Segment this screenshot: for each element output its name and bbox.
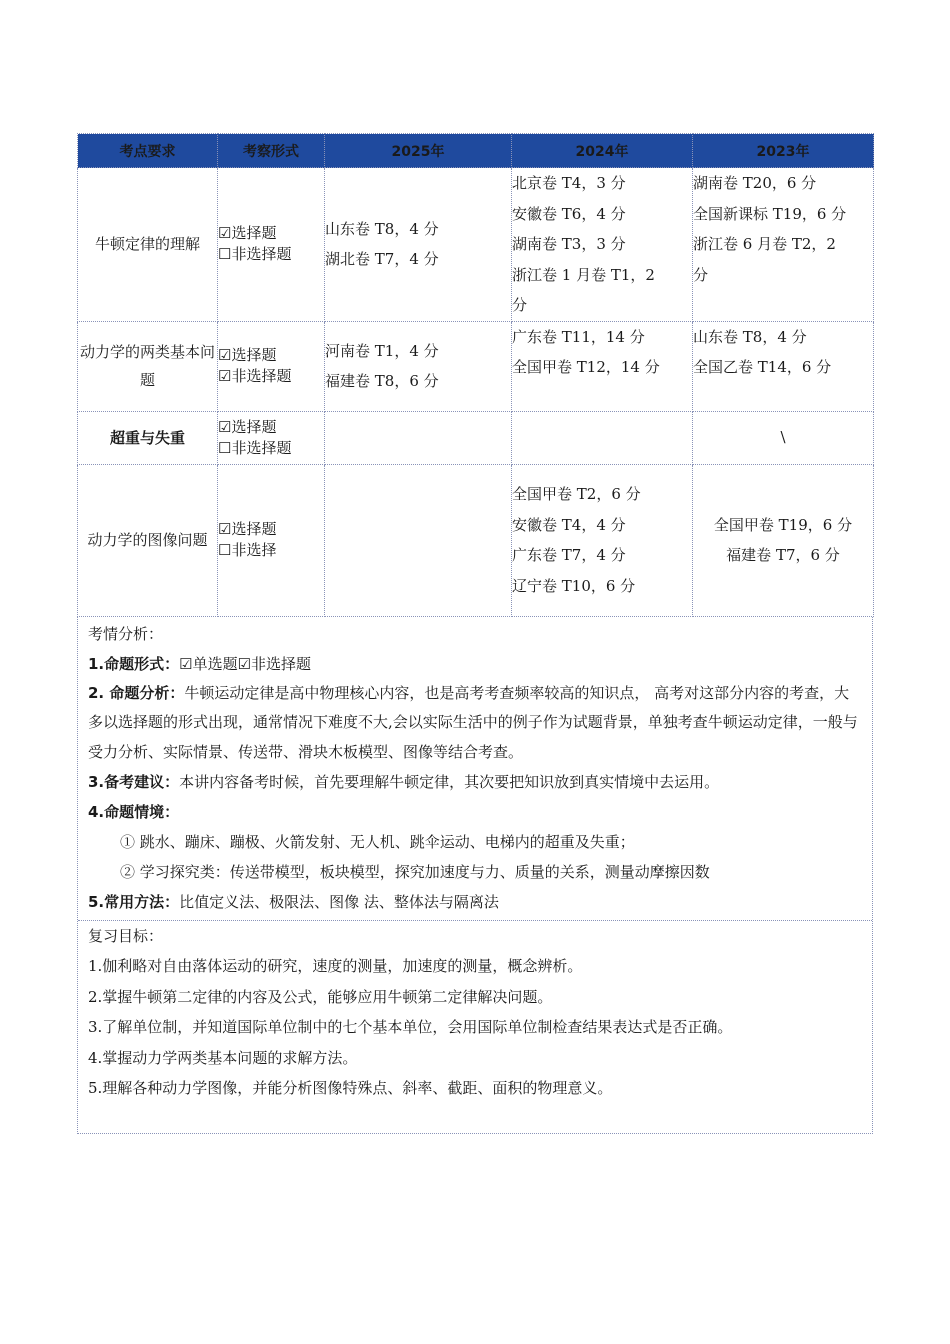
table-row [78,168,874,322]
header-2024: 2024年 [512,134,693,168]
year-2025-cell [325,321,512,411]
year-2024-cell [512,411,693,464]
exam-entry: 全国甲卷 T19，6 分 [713,515,853,534]
topic-cell: 动力学的图像问题 [78,464,218,616]
item-text: 比值定义法、极限法、图像 法、整体法与隔离法 [179,893,499,911]
exam-document [77,133,873,1134]
exam-entry: 辽宁卷 T10，6 分 [512,576,636,595]
exam-entry: \ [780,428,786,447]
table-row [78,464,874,616]
item-label: 2. 命题分析： [88,683,185,702]
table-row [78,411,874,464]
analysis-item-5 [88,887,862,917]
goal-item: 3.了解单位制，并知道国际单位制中的七个基本单位，会用国际单位制检查结果表达式是否正确。 [88,1018,733,1036]
exam-entry: 安徽卷 T4，4 分 [512,515,626,534]
exam-entry: 广东卷 T11，14 分 [512,327,645,346]
goal-item: 5.理解各种动力学图像，并能分析图像特殊点、斜率、截距、面积的物理意义。 [88,1079,613,1097]
header-2025: 2025年 [325,134,512,168]
exam-entry: 河南卷 T1，4 分 [325,341,439,360]
year-2024-cell [512,168,693,322]
scenario-item: ② 学习探究类：传送带模型，板块模型，探究加速度与力、质量的关系，测量动摩擦因数 [120,863,710,881]
year-2025-cell [325,168,512,322]
exam-entry: 北京卷 T4，3 分 [512,174,626,192]
year-2023-cell [693,464,874,616]
form-option: ☑选择题 [218,417,277,436]
table-header-row [78,134,874,168]
topic-cell: 超重与失重 [78,411,218,464]
forms-cell [218,411,325,464]
year-2025-cell [325,411,512,464]
year-2025-cell [325,464,512,616]
exam-entry: 福建卷 T8，6 分 [325,372,439,390]
goal-item: 4.掌握动力学两类基本问题的求解方法。 [88,1048,358,1067]
year-2023-cell [693,168,874,322]
exam-entry: 全国乙卷 T14，6 分 [693,358,832,376]
analysis-item-3 [88,767,862,797]
topic-cell: 牛顿定律的理解 [78,168,218,322]
exam-entry: 湖南卷 T3，3 分 [512,235,626,253]
exam-entry: 山东卷 T8，4 分 [325,219,439,238]
form-option: ☐非选择题 [218,438,292,457]
year-2024-cell [512,321,693,411]
item-label: 5.常用方法： [88,893,180,911]
exam-entry: 福建卷 T7，6 分 [726,546,840,564]
year-2023-cell [693,321,874,411]
year-2023-cell [693,411,874,464]
form-option: ☑选择题 [218,520,277,538]
exam-entry: 湖北卷 T7，4 分 [325,250,439,269]
item-text: ☑单选题☑非选择题 [179,654,312,673]
exam-entry: 全国甲卷 T12，14 分 [512,358,660,376]
analysis-section [77,617,873,1134]
analysis-heading: 考情分析： [88,624,164,643]
exam-entry: 浙江卷 6 月卷 T2，2 [693,235,836,253]
year-2024-cell [512,464,693,616]
goals-heading: 复习目标： [88,926,164,945]
form-option: ☑选择题 [218,346,277,364]
goal-item: 1.伽利略对自由落体运动的研究，速度的测量，加速度的测量，概念辨析。 [88,957,583,975]
exam-entry: 山东卷 T8，4 分 [693,327,807,346]
header-form: 考察形式 [218,134,325,168]
form-option: ☑选择题 [218,224,277,243]
form-option: ☐非选择 [218,541,277,559]
item-label: 3.备考建议： [88,773,180,791]
item-label: 1.命题形式： [88,654,180,673]
header-topic: 考点要求 [78,134,218,168]
item-text: 本讲内容备考时候，首先要理解牛顿定律，其次要把知识放到真实情境中去运用。 [179,773,720,791]
goals-section [78,920,872,1133]
exam-entry: 分 [693,265,709,284]
goal-item: 2.掌握牛顿第二定律的内容及公式，能够应用牛顿第二定律解决问题。 [88,987,553,1006]
item-text: 牛顿运动定律是高中物理核心内容，也是高考考查频率较高的知识点， 高考对这部分内容的考查，大多以选择题的形式出现，通常情况下难度不大,会以实际生活中的例子作为试题背景，单独考查牛顿运动定律，一般与受力分析、实际情景、传送带、滑块木板模型、图像等结合考查。 [88,683,858,761]
analysis-item-4 [88,797,862,827]
exam-entry: 湖南卷 T20，6 分 [693,174,817,192]
table-row [78,321,874,411]
item-label: 4.命题情境： [88,803,180,821]
exam-entry: 全国甲卷 T2，6 分 [512,485,641,503]
exam-entry: 浙江卷 1 月卷 T1，2 [512,265,655,284]
exam-table [77,133,874,617]
analysis-item-2 [88,679,862,768]
exam-entry: 全国新课标 T19，6 分 [693,204,847,223]
analysis-item-1 [88,649,862,679]
forms-cell [218,168,325,322]
exam-entry: 安徽卷 T6，4 分 [512,204,626,223]
form-option: ☑非选择题 [218,367,292,385]
form-option: ☐非选择题 [218,245,292,264]
header-2023: 2023年 [693,134,874,168]
forms-cell [218,321,325,411]
exam-entry: 分 [512,296,528,314]
exam-entry: 广东卷 T7，4 分 [512,546,626,564]
forms-cell [218,464,325,616]
scenario-item: ① 跳水、蹦床、蹦极、火箭发射、无人机、跳伞运动、电梯内的超重及失重； [120,833,635,851]
topic-cell: 动力学的两类基本问题 [78,321,218,411]
